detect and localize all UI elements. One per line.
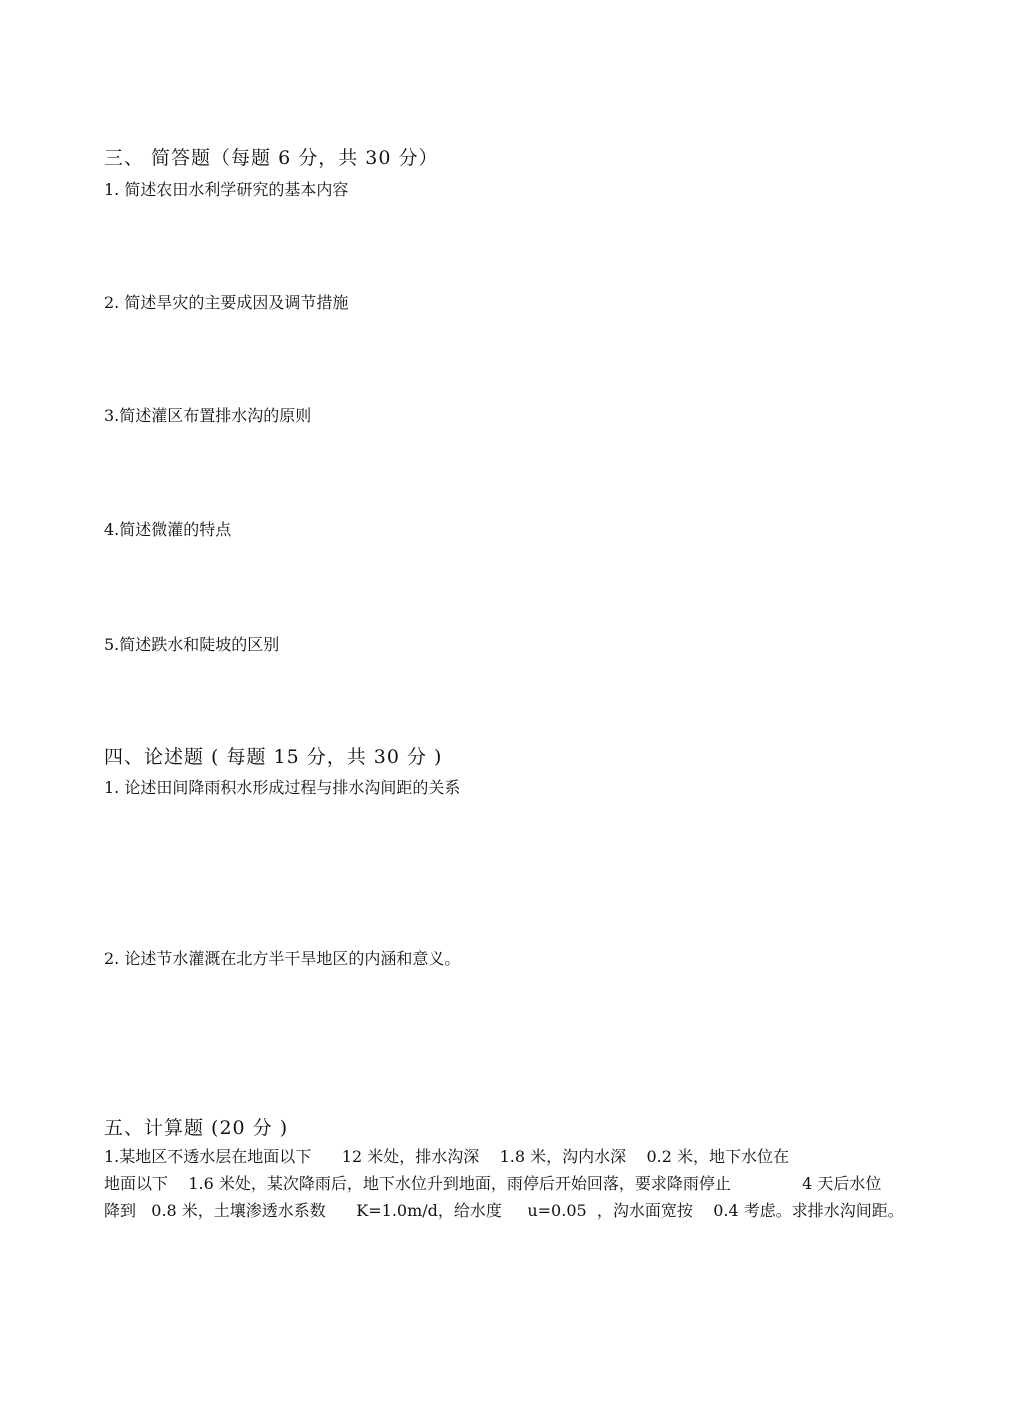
section-3-question-3: 3.简述灌区布置排水沟的原则 [104, 406, 312, 425]
calculation-problem-line-3: 降到 0.8 米，土壤渗透水系数 K=1.0m/d，给水度 u=0.05 ，沟水面宽按 0.4 考虑。求排水沟间距。 [104, 1201, 904, 1220]
calculation-problem-line-2: 地面以下 1.6 米处，某次降雨后，地下水位升到地面，雨停后开始回落，要求降雨停止 4 天后水位 [104, 1174, 882, 1193]
section-3-question-5: 5.简述跌水和陡坡的区别 [104, 635, 280, 654]
section-3-heading: 三、 简答题（每题 6 分，共 30 分） [104, 147, 439, 169]
section-3-question-4: 4.简述微灌的特点 [104, 520, 232, 539]
section-4-question-2: 2. 论述节水灌溉在北方半干旱地区的内涵和意义。 [104, 949, 461, 968]
section-4-heading: 四、论述题 ( 每题 15 分，共 30 分 ) [104, 746, 443, 768]
section-3-question-2: 2. 简述旱灾的主要成因及调节措施 [104, 293, 349, 312]
section-4-question-1: 1. 论述田间降雨积水形成过程与排水沟间距的关系 [104, 778, 461, 797]
section-3-question-1: 1. 简述农田水利学研究的基本内容 [104, 180, 349, 199]
section-5-heading: 五、计算题 (20 分 ) [104, 1117, 289, 1139]
calculation-problem-line-1: 1.某地区不透水层在地面以下 12 米处，排水沟深 1.8 米，沟内水深 0.2 米，地下水位在 [104, 1147, 789, 1166]
